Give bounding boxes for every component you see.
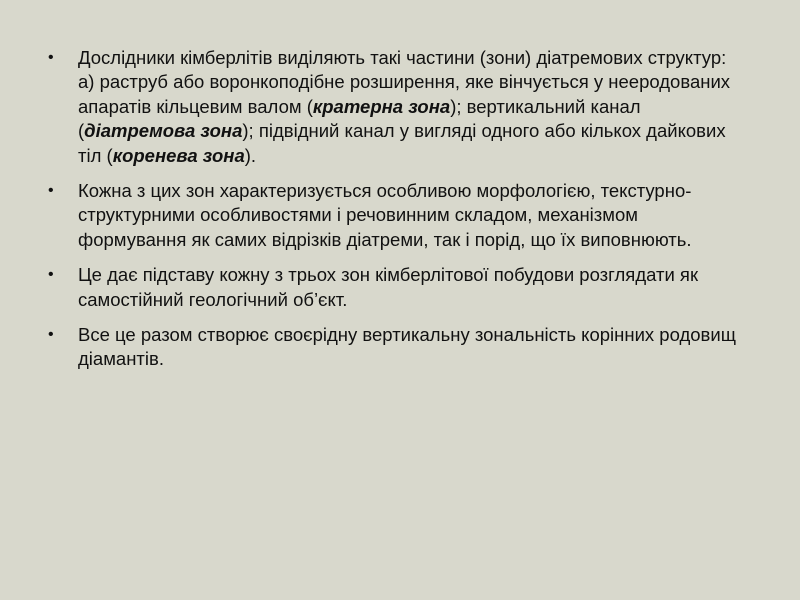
text-segment: ); підвідний канал у вигляді одного або кількох дайкових тіл (: [78, 120, 726, 166]
term-diatreme-zone: діатремова зона: [84, 120, 243, 142]
text-segment: ).: [244, 144, 257, 166]
bullet-item-3: [48, 263, 738, 312]
text-segment: ); вертикальний канал (: [78, 95, 641, 142]
bullet-item-4: [48, 323, 738, 372]
bullet-item-1: [48, 46, 738, 168]
bullet-item-2: [48, 179, 738, 252]
text-segment: Дослідники кімберлітів виділяють такі частини (зони) діатремових структур: а) раструб або воронкоподібне розширення, яке вінчується у нееродованих апаратів кільцевим валом (: [78, 47, 731, 117]
bullet-list: [48, 46, 738, 383]
bullet-text-2: Кожна з цих зон характеризується особливою морфологією, текстурно-структурними особливостями і речовинним складом, механізмом формування як самих відрізків діатреми, так і порід, що їх виповнюють.: [78, 180, 692, 250]
bullet-dot-icon: •: [48, 326, 54, 344]
term-crater-zone: кратерна зона: [312, 95, 451, 117]
bullet-text-3: Це дає підставу кожну з трьох зон кімберлітової побудови розглядати як самостійний геологічний об’єкт.: [78, 264, 699, 310]
bullet-dot-icon: •: [48, 49, 54, 66]
bullet-text-4: Все це разом створює своєрідну вертикальну зональність корінних родовищ діамантів.: [78, 324, 736, 370]
term-root-zone: коренева зона: [112, 144, 245, 166]
bullet-dot-icon: •: [48, 266, 54, 284]
bullet-text-1: [78, 47, 730, 166]
bullet-dot-icon: •: [48, 182, 54, 200]
